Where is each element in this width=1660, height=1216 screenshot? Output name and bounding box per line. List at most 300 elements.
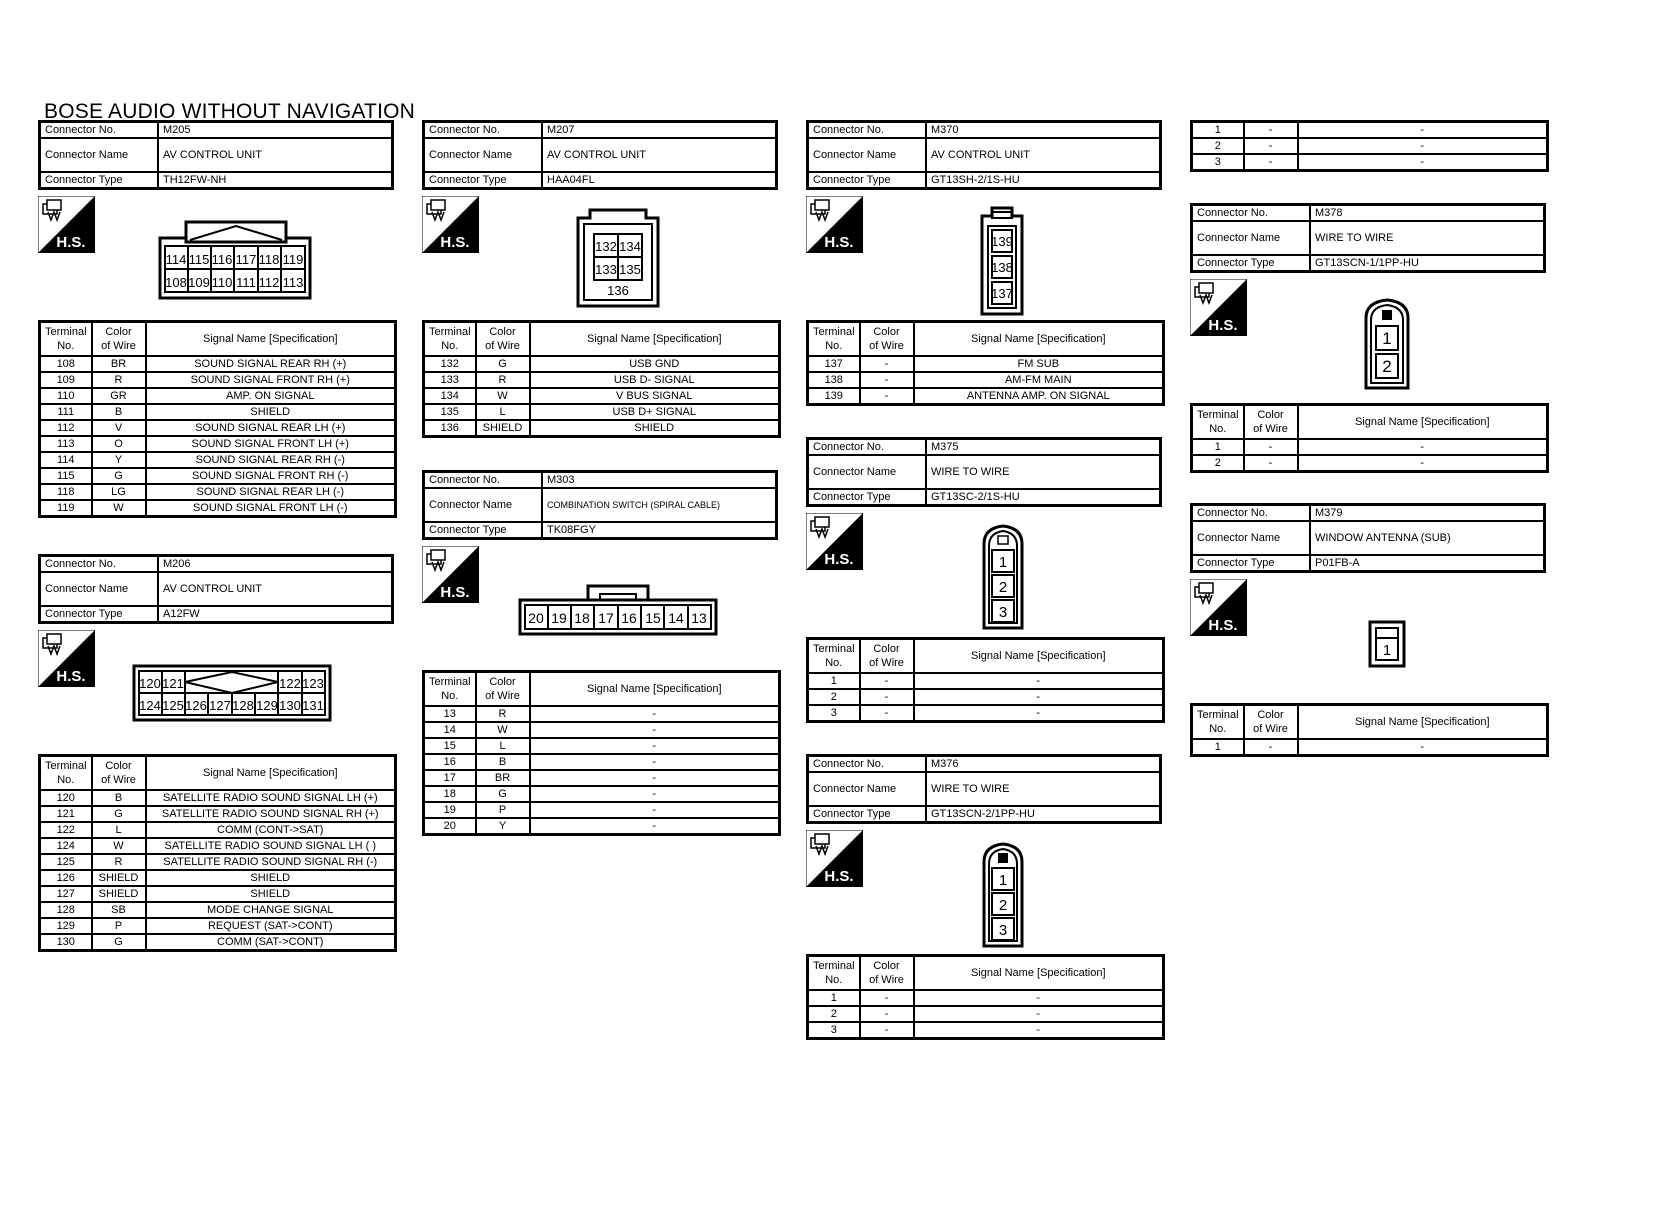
wire-color-cell: P	[92, 918, 146, 934]
connector-no-label: Connector No.	[808, 122, 927, 139]
table-row	[808, 372, 1164, 388]
connector-no-label: Connector No.	[424, 472, 543, 489]
pin-label: 121	[162, 676, 184, 691]
table-row	[40, 468, 396, 484]
pin-label: 135	[619, 262, 641, 277]
terminal-no-cell: 108	[40, 356, 92, 372]
table-row	[40, 902, 396, 918]
table-header-row	[40, 756, 396, 791]
signal-name-cell: SOUND SIGNAL FRONT RH (+)	[146, 372, 396, 388]
terminal-no-cell: 128	[40, 902, 92, 918]
pin-label: 132	[595, 239, 617, 254]
terminal-no-cell: 119	[40, 500, 92, 517]
wire-color-cell: -	[860, 372, 914, 388]
terminal-no-cell: 1	[1192, 739, 1244, 756]
connector-name-label: Connector Name	[808, 138, 927, 172]
terminal-table-m205	[38, 320, 397, 518]
pin-label: 115	[188, 252, 210, 267]
pin-label: 120	[139, 676, 161, 691]
connector-header-m207	[422, 120, 778, 190]
pin-label: 126	[185, 698, 207, 713]
pin-label: 116	[211, 252, 233, 267]
signal-name-cell: SOUND SIGNAL REAR RH (+)	[146, 356, 396, 372]
wire-color-cell: -	[860, 990, 914, 1006]
signal-name-cell: SOUND SIGNAL REAR LH (-)	[146, 484, 396, 500]
pin-label: 1	[1382, 642, 1392, 659]
signal-name-header: Signal Name [Specification]	[146, 322, 396, 357]
color-of-wire-header	[92, 756, 146, 791]
signal-name-cell: SHIELD	[530, 420, 780, 437]
signal-name-header: Signal Name [Specification]	[914, 322, 1164, 357]
wire-color-cell: Y	[92, 452, 146, 468]
table-row	[424, 706, 780, 722]
terminal-no-header-line: Terminal	[812, 326, 855, 338]
connector-type-value: GT13SCN-1/1PP-HU	[1310, 255, 1545, 272]
terminal-no-cell: 3	[1192, 154, 1244, 171]
table-row	[40, 838, 396, 854]
connector-no-value: M207	[542, 122, 777, 139]
connector-name-label: Connector Name	[40, 138, 159, 172]
terminal-no-cell: 130	[40, 934, 92, 951]
wire-color-cell: SHIELD	[92, 886, 146, 902]
terminal-table-m370	[806, 320, 1165, 406]
signal-name-cell: -	[1298, 455, 1548, 472]
connector-no-value: M205	[158, 122, 393, 139]
connector-name-value: COMBINATION SWITCH (SPIRAL CABLE)	[542, 488, 777, 522]
table-row	[40, 790, 396, 806]
connector-header-m303	[422, 470, 778, 540]
terminal-no-cell: 126	[40, 870, 92, 886]
harness-side-icon	[806, 513, 863, 570]
wire-color-cell: R	[92, 372, 146, 388]
terminal-no-cell: 110	[40, 388, 92, 404]
terminal-no-cell: 127	[40, 886, 92, 902]
terminal-table-m379	[1190, 703, 1549, 757]
connector-type-label: Connector Type	[424, 522, 543, 539]
signal-name-cell: -	[1298, 138, 1548, 154]
color-of-wire-header-line: of Wire	[485, 340, 520, 352]
connector-name-value: AV CONTROL UNIT	[158, 138, 393, 172]
color-of-wire-header-line: of Wire	[485, 690, 520, 702]
table-row	[40, 822, 396, 838]
terminal-table-m375	[806, 637, 1165, 723]
table-row	[40, 356, 396, 372]
pin-label: 3	[998, 604, 1008, 621]
harness-side-icon	[422, 546, 479, 603]
connector-header-m370	[806, 120, 1162, 190]
signal-name-cell: COMM (CONT->SAT)	[146, 822, 396, 838]
color-of-wire-header-line: Color	[873, 326, 900, 338]
table-header-row	[424, 322, 780, 357]
table-header-row	[40, 322, 396, 357]
connector-type-label: Connector Type	[1192, 555, 1311, 572]
table-row	[40, 934, 396, 951]
wire-color-cell: W	[476, 722, 530, 738]
connector-no-label: Connector No.	[40, 556, 159, 573]
terminal-no-cell: 2	[1192, 455, 1244, 472]
pin-label: 122	[279, 676, 301, 691]
wire-color-cell: V	[92, 420, 146, 436]
signal-name-cell: -	[1298, 154, 1548, 171]
wire-color-cell: G	[476, 356, 530, 372]
connector-name-label: Connector Name	[808, 455, 927, 489]
wire-color-cell: LG	[92, 484, 146, 500]
table-row	[424, 722, 780, 738]
signal-name-cell: SATELLITE RADIO SOUND SIGNAL RH (-)	[146, 854, 396, 870]
terminal-no-header-line: No.	[1209, 723, 1227, 735]
terminal-no-cell: 2	[1192, 138, 1244, 154]
table-header-row	[808, 322, 1164, 357]
table-row	[1192, 439, 1548, 455]
wire-color-cell: -	[1244, 739, 1298, 756]
hs-label: H.S.	[824, 234, 854, 251]
connector-name-label: Connector Name	[40, 572, 159, 606]
wire-color-cell: L	[476, 404, 530, 420]
color-of-wire-header	[860, 322, 914, 357]
terminal-no-header-line: Terminal	[44, 760, 87, 772]
connector-name-value: WIRE TO WIRE	[926, 455, 1161, 489]
signal-name-cell: SOUND SIGNAL REAR RH (-)	[146, 452, 396, 468]
terminal-no-header-line: Terminal	[812, 960, 855, 972]
table-row	[1192, 154, 1548, 171]
color-of-wire-header-line: Color	[489, 676, 516, 688]
pin-label: 2	[998, 579, 1008, 596]
terminal-no-cell: 125	[40, 854, 92, 870]
terminal-no-header-line: Terminal	[428, 326, 471, 338]
signal-name-cell: SHIELD	[146, 870, 396, 886]
table-row	[40, 452, 396, 468]
color-of-wire-header	[860, 639, 914, 674]
signal-name-cell: USB D- SIGNAL	[530, 372, 780, 388]
pin-label: 19	[551, 610, 567, 626]
color-of-wire-header-line: of Wire	[1253, 723, 1288, 735]
table-row	[808, 388, 1164, 405]
table-row	[40, 420, 396, 436]
table-row	[424, 356, 780, 372]
connector-diagram-m378	[1362, 298, 1412, 392]
signal-name-cell: REQUEST (SAT->CONT)	[146, 918, 396, 934]
pin-label: 131	[302, 698, 324, 713]
pin-label: 109	[188, 275, 210, 290]
signal-name-header: Signal Name [Specification]	[1298, 705, 1548, 740]
terminal-no-header-line: No.	[441, 340, 459, 352]
wire-color-cell: L	[476, 738, 530, 754]
color-of-wire-header-line: of Wire	[869, 340, 904, 352]
signal-name-cell: -	[530, 786, 780, 802]
wire-color-cell: -	[860, 705, 914, 722]
harness-side-icon	[38, 630, 95, 687]
terminal-no-header-line: No.	[1209, 423, 1227, 435]
connector-type-label: Connector Type	[808, 489, 927, 506]
terminal-no-cell: 115	[40, 468, 92, 484]
pin-label: 2	[1382, 357, 1392, 376]
connector-diagram-m370	[978, 206, 1026, 318]
wire-color-cell: B	[92, 790, 146, 806]
connector-type-value: A12FW	[158, 606, 393, 623]
terminal-no-cell: 120	[40, 790, 92, 806]
table-header-row	[1192, 705, 1548, 740]
hs-label: H.S.	[824, 551, 854, 568]
pin-label: 113	[282, 275, 304, 290]
terminal-no-cell: 134	[424, 388, 476, 404]
signal-name-cell: SHIELD	[146, 886, 396, 902]
connector-diagram-m205	[158, 220, 312, 300]
terminal-no-cell: 2	[808, 1006, 860, 1022]
signal-name-cell: -	[530, 754, 780, 770]
connector-type-value: GT13SC-2/1S-HU	[926, 489, 1161, 506]
connector-type-value: TK08FGY	[542, 522, 777, 539]
pin-label: 17	[598, 610, 614, 626]
signal-name-cell: SOUND SIGNAL REAR LH (+)	[146, 420, 396, 436]
wire-color-cell: O	[92, 436, 146, 452]
terminal-no-header	[1192, 405, 1244, 440]
pin-label: 134	[619, 239, 641, 254]
terminal-no-header-line: Terminal	[428, 676, 471, 688]
connector-name-value: AV CONTROL UNIT	[926, 138, 1161, 172]
terminal-no-header	[1192, 705, 1244, 740]
connector-no-value: M378	[1310, 205, 1545, 222]
color-of-wire-header-line: of Wire	[869, 974, 904, 986]
connector-type-value: P01FB-A	[1310, 555, 1545, 572]
pin-label: 117	[235, 252, 257, 267]
pin-label: 127	[209, 698, 231, 713]
pin-label: 15	[645, 610, 661, 626]
hs-label: H.S.	[56, 668, 86, 685]
table-row	[808, 673, 1164, 689]
table-row	[424, 388, 780, 404]
hs-label: H.S.	[56, 234, 86, 251]
wire-color-cell: R	[476, 706, 530, 722]
connector-type-label: Connector Type	[808, 172, 927, 189]
connector-no-value: M206	[158, 556, 393, 573]
pin-label: 108	[165, 275, 187, 290]
table-row	[1192, 739, 1548, 756]
hs-label: H.S.	[1208, 317, 1238, 334]
signal-name-cell: -	[530, 802, 780, 818]
table-row	[808, 356, 1164, 372]
terminal-no-cell: 113	[40, 436, 92, 452]
terminal-no-cell: 13	[424, 706, 476, 722]
terminal-no-cell: 122	[40, 822, 92, 838]
connector-type-value: GT13SH-2/1S-HU	[926, 172, 1161, 189]
terminal-no-cell: 133	[424, 372, 476, 388]
pin-label: 139	[991, 234, 1013, 249]
table-row	[1192, 122, 1548, 139]
terminal-no-header-line: Terminal	[44, 326, 87, 338]
table-row	[40, 404, 396, 420]
connector-no-label: Connector No.	[424, 122, 543, 139]
terminal-table-m378	[1190, 403, 1549, 473]
harness-side-icon	[422, 196, 479, 253]
wire-color-cell: G	[92, 468, 146, 484]
terminal-no-cell: 19	[424, 802, 476, 818]
table-row	[424, 738, 780, 754]
terminal-no-header-line: No.	[825, 657, 843, 669]
pin-label: 125	[162, 698, 184, 713]
table-row	[40, 886, 396, 902]
terminal-no-cell: 112	[40, 420, 92, 436]
signal-name-header: Signal Name [Specification]	[530, 322, 780, 357]
table-header-row	[1192, 405, 1548, 440]
connector-diagram-m379	[1368, 620, 1406, 668]
signal-name-cell: -	[530, 738, 780, 754]
connector-type-value: GT13SCN-2/1PP-HU	[926, 806, 1161, 823]
connector-name-value: WINDOW ANTENNA (SUB)	[1310, 521, 1545, 555]
signal-name-cell: COMM (SAT->CONT)	[146, 934, 396, 951]
table-row	[424, 404, 780, 420]
wire-color-cell: B	[476, 754, 530, 770]
wire-color-cell: BR	[92, 356, 146, 372]
connector-header-m206	[38, 554, 394, 624]
signal-name-cell: -	[914, 990, 1164, 1006]
signal-name-cell: -	[914, 1006, 1164, 1022]
terminal-no-cell: 118	[40, 484, 92, 500]
table-row	[40, 806, 396, 822]
connector-name-label: Connector Name	[424, 138, 543, 172]
wire-color-cell: -	[860, 689, 914, 705]
connector-header-m376	[806, 754, 1162, 824]
terminal-no-header	[40, 322, 92, 357]
terminal-no-cell: 1	[1192, 122, 1244, 139]
signal-name-header: Signal Name [Specification]	[530, 672, 780, 707]
table-row	[40, 870, 396, 886]
terminal-no-cell: 1	[808, 673, 860, 689]
connector-diagram-m207	[574, 208, 662, 310]
wire-color-cell: -	[860, 1022, 914, 1039]
hs-label: H.S.	[1208, 617, 1238, 634]
signal-name-header: Signal Name [Specification]	[146, 756, 396, 791]
signal-name-cell: -	[1298, 122, 1548, 139]
terminal-no-cell: 15	[424, 738, 476, 754]
table-header-row	[424, 672, 780, 707]
wire-color-cell: BR	[476, 770, 530, 786]
wire-color-cell: W	[92, 838, 146, 854]
signal-name-cell: MODE CHANGE SIGNAL	[146, 902, 396, 918]
color-of-wire-header-line: of Wire	[101, 340, 136, 352]
terminal-no-header	[40, 756, 92, 791]
signal-name-cell: -	[530, 770, 780, 786]
pin-label: 114	[165, 252, 187, 267]
terminal-no-header	[424, 322, 476, 357]
terminal-no-cell: 129	[40, 918, 92, 934]
pin-label: 118	[258, 252, 280, 267]
connector-diagram-m375	[980, 524, 1026, 632]
terminal-no-header	[808, 639, 860, 674]
terminal-no-cell: 16	[424, 754, 476, 770]
terminal-no-cell: 1	[1192, 439, 1244, 455]
signal-name-cell: -	[1298, 439, 1548, 455]
color-of-wire-header-line: Color	[105, 326, 132, 338]
pin-label: 1	[1382, 329, 1392, 348]
page-title: BOSE AUDIO WITHOUT NAVIGATION	[44, 100, 416, 123]
pin-label: 123	[302, 676, 324, 691]
wire-color-cell: -	[1244, 455, 1298, 472]
table-row	[808, 689, 1164, 705]
terminal-no-cell: 136	[424, 420, 476, 437]
table-header-row	[808, 956, 1164, 991]
table-row	[40, 372, 396, 388]
wire-color-cell: R	[92, 854, 146, 870]
table-row	[1192, 138, 1548, 154]
table-row	[40, 484, 396, 500]
wire-color-cell: R	[476, 372, 530, 388]
terminal-no-cell: 137	[808, 356, 860, 372]
signal-name-cell: -	[530, 706, 780, 722]
connector-no-value: M303	[542, 472, 777, 489]
connector-name-label: Connector Name	[808, 772, 927, 806]
pin-label: 124	[139, 698, 161, 713]
signal-name-cell: ANTENNA AMP. ON SIGNAL	[914, 388, 1164, 405]
table-row	[808, 705, 1164, 722]
connector-no-label: Connector No.	[1192, 205, 1311, 222]
terminal-no-header	[424, 672, 476, 707]
pin-label: 137	[991, 286, 1013, 301]
harness-side-icon	[806, 196, 863, 253]
signal-name-cell: SOUND SIGNAL FRONT LH (-)	[146, 500, 396, 517]
terminal-no-header-line: No.	[441, 690, 459, 702]
signal-name-cell: -	[914, 705, 1164, 722]
signal-name-cell: -	[1298, 739, 1548, 756]
connector-header-m379	[1190, 503, 1546, 573]
harness-side-icon	[38, 196, 95, 253]
terminal-table-m303	[422, 670, 781, 836]
harness-side-icon	[806, 830, 863, 887]
table-row	[40, 918, 396, 934]
color-of-wire-header-line: Color	[105, 760, 132, 772]
pin-label: 130	[279, 698, 301, 713]
hs-label: H.S.	[824, 868, 854, 885]
terminal-no-cell: 121	[40, 806, 92, 822]
table-row	[40, 436, 396, 452]
signal-name-cell: SOUND SIGNAL FRONT RH (-)	[146, 468, 396, 484]
pin-label: 1	[998, 872, 1008, 889]
color-of-wire-header-line: Color	[873, 960, 900, 972]
terminal-no-cell: 17	[424, 770, 476, 786]
terminal-table-m206	[38, 754, 397, 952]
terminal-no-cell: 2	[808, 689, 860, 705]
terminal-no-cell: 111	[40, 404, 92, 420]
signal-name-cell: SATELLITE RADIO SOUND SIGNAL LH ( )	[146, 838, 396, 854]
signal-name-cell: SOUND SIGNAL FRONT LH (+)	[146, 436, 396, 452]
signal-name-cell: FM SUB	[914, 356, 1164, 372]
connector-diagram-m206	[132, 664, 332, 722]
connector-diagram-m303	[518, 584, 718, 636]
connector-name-value: WIRE TO WIRE	[926, 772, 1161, 806]
wire-color-cell: W	[92, 500, 146, 517]
connector-no-value: M375	[926, 439, 1161, 456]
color-of-wire-header-line: of Wire	[869, 657, 904, 669]
wire-color-cell: L	[92, 822, 146, 838]
color-of-wire-header-line: Color	[1257, 709, 1284, 721]
connector-name-value: AV CONTROL UNIT	[542, 138, 777, 172]
pin-label: 138	[991, 260, 1013, 275]
terminal-no-cell: 138	[808, 372, 860, 388]
wire-color-cell: B	[92, 404, 146, 420]
pin-label: 18	[574, 610, 590, 626]
signal-name-cell: SHIELD	[146, 404, 396, 420]
signal-name-cell: -	[530, 722, 780, 738]
table-row	[424, 372, 780, 388]
wire-color-cell: -	[860, 356, 914, 372]
terminal-no-header-line: Terminal	[1196, 709, 1239, 721]
wire-color-cell: W	[476, 388, 530, 404]
terminal-no-cell: 135	[424, 404, 476, 420]
pin-label: 3	[998, 922, 1008, 939]
table-row	[424, 420, 780, 437]
connector-type-label: Connector Type	[40, 606, 159, 623]
connector-name-label: Connector Name	[424, 488, 543, 522]
terminal-no-header-line: No.	[57, 340, 75, 352]
